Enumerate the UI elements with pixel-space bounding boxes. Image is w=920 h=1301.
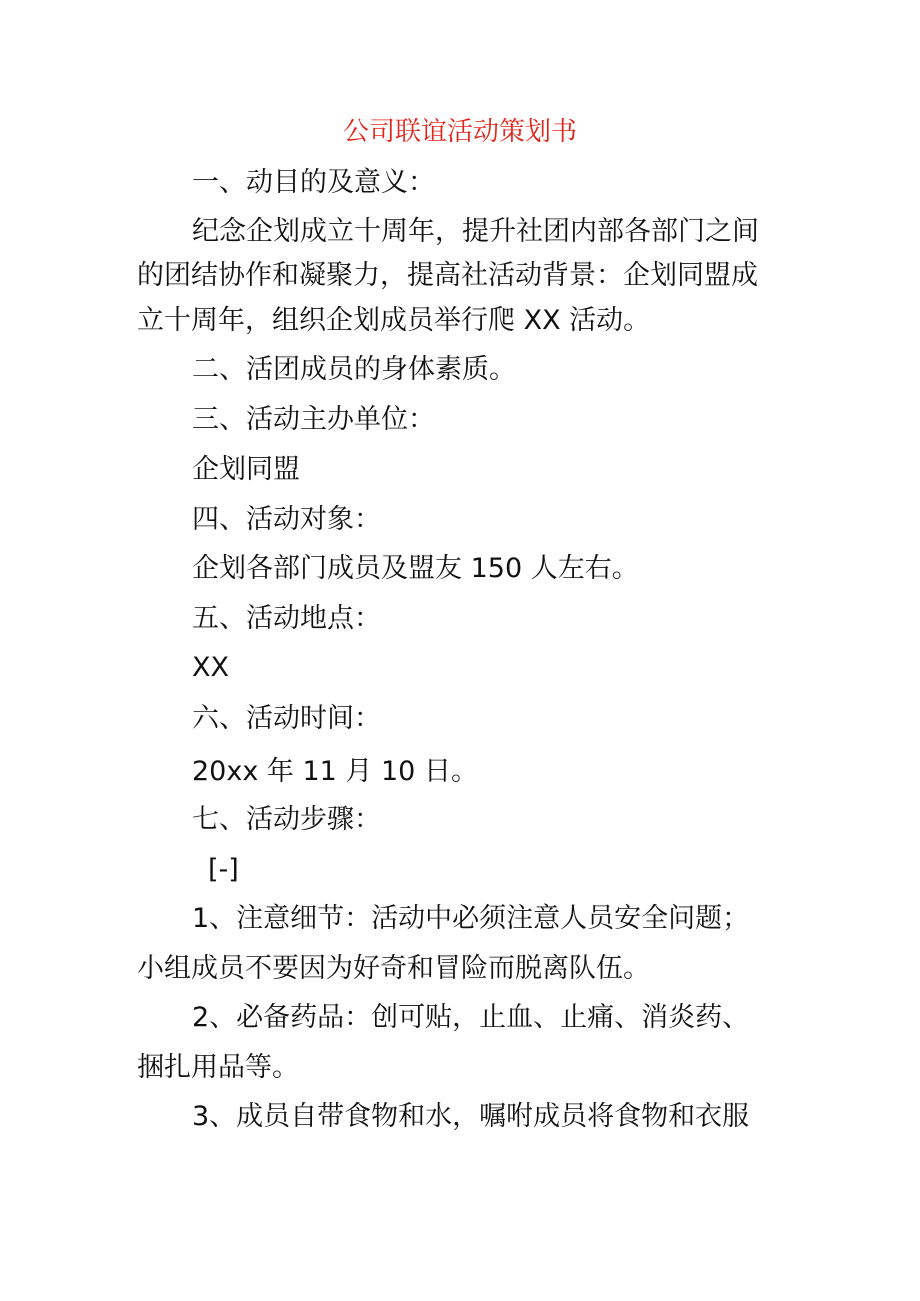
paragraph-line: 企划同盟 [192,454,300,485]
paragraph-line: 捆扎用品等。 [137,1052,299,1083]
paragraph-line: 1、注意细节：活动中必须注意人员安全问题； [192,903,750,934]
paragraph-line: 3、成员自带食物和水，嘱咐成员将食物和衣服 [192,1101,750,1132]
section-heading-5: 五、活动地点： [192,603,381,634]
paragraph-line: 企划各部门成员及盟友 150 人左右。 [192,553,639,584]
paragraph-line: 立十周年，组织企划成员举行爬 XX 活动。 [137,305,651,336]
paragraph-line: 的团结协作和凝聚力，提高社活动背景：企划同盟成 [137,260,758,291]
paragraph-line: 2、必备药品：创可贴，止血、止痛、消炎药、 [192,1002,750,1033]
section-heading-6: 六、活动时间： [192,703,381,734]
section-heading-2: 二、活团成员的身体素质。 [192,354,516,385]
paragraph-line: 20xx 年 11 月 10 日。 [192,756,478,787]
section-heading-3: 三、活动主办单位： [192,404,435,435]
section-heading-7: 七、活动步骤： [192,804,381,835]
section-heading-1: 一、动目的及意义： [192,167,435,198]
bracket-marker: [-] [208,854,239,885]
paragraph-line: 小组成员不要因为好奇和冒险而脱离队伍。 [137,953,650,984]
section-heading-4: 四、活动对象： [192,504,381,535]
paragraph-line: 纪念企划成立十周年，提升社团内部各部门之间 [192,216,759,247]
document-title: 公司联谊活动策划书 [342,117,577,147]
paragraph-line: XX [192,652,229,683]
